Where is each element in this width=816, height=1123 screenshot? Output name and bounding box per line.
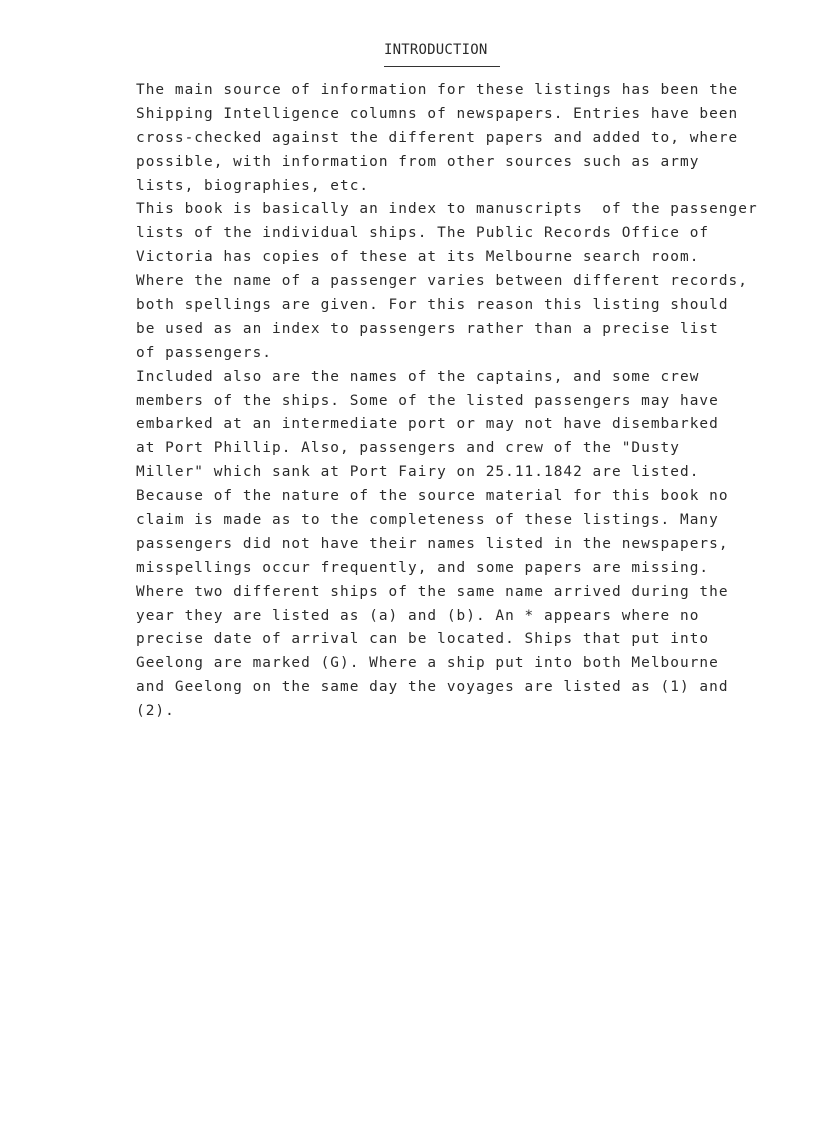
text-line: and Geelong on the same day the voyages are listed as (1) and: [136, 679, 729, 696]
text-line: lists, biographies, etc.: [136, 177, 370, 194]
page-title: INTRODUCTION: [384, 42, 488, 58]
text-line: (2).: [136, 703, 175, 720]
text-line: Where the name of a passenger varies between different records,: [136, 273, 748, 290]
text-line: be used as an index to passengers rather than a precise list: [136, 320, 719, 337]
text-line: year they are listed as (a) and (b). An * appears where no: [136, 607, 700, 624]
text-line: Where two different ships of the same name arrived during the: [136, 583, 729, 600]
text-line: misspellings occur frequently, and some papers are missing.: [136, 559, 710, 576]
text-line: Miller" which sank at Port Fairy on 25.11.1842 are listed.: [136, 464, 700, 481]
text-line: Geelong are marked (G). Where a ship put into both Melbourne: [136, 655, 719, 672]
text-line: cross-checked against the different papers and added to, where: [136, 129, 739, 146]
text-line: possible, with information from other sources such as army: [136, 153, 700, 170]
title-underline: [384, 66, 500, 67]
text-line: of passengers.: [136, 344, 272, 361]
text-line: Because of the nature of the source material for this book no: [136, 488, 729, 505]
text-line: at Port Phillip. Also, passengers and crew of the "Dusty: [136, 440, 680, 457]
text-line: Shipping Intelligence columns of newspapers. Entries have been: [136, 105, 739, 122]
text-line: passengers did not have their names listed in the newspapers,: [136, 535, 729, 552]
text-line: The main source of information for these listings has been the: [136, 82, 739, 98]
text-line: both spellings are given. For this reason this listing should: [136, 297, 729, 314]
text-line: Included also are the names of the captains, and some crew: [136, 368, 700, 385]
text-line: Victoria has copies of these at its Melbourne search room.: [136, 249, 700, 266]
text-line: This book is basically an index to manuscripts of the passenger: [136, 201, 758, 218]
text-line: precise date of arrival can be located. Ships that put into: [136, 631, 710, 648]
introduction-body: [136, 79, 776, 724]
text-line: embarked at an intermediate port or may not have disembarked: [136, 416, 719, 433]
text-line: lists of the individual ships. The Public Records Office of: [136, 225, 710, 242]
text-line: claim is made as to the completeness of these listings. Many: [136, 512, 719, 529]
text-line: members of the ships. Some of the listed passengers may have: [136, 392, 719, 409]
